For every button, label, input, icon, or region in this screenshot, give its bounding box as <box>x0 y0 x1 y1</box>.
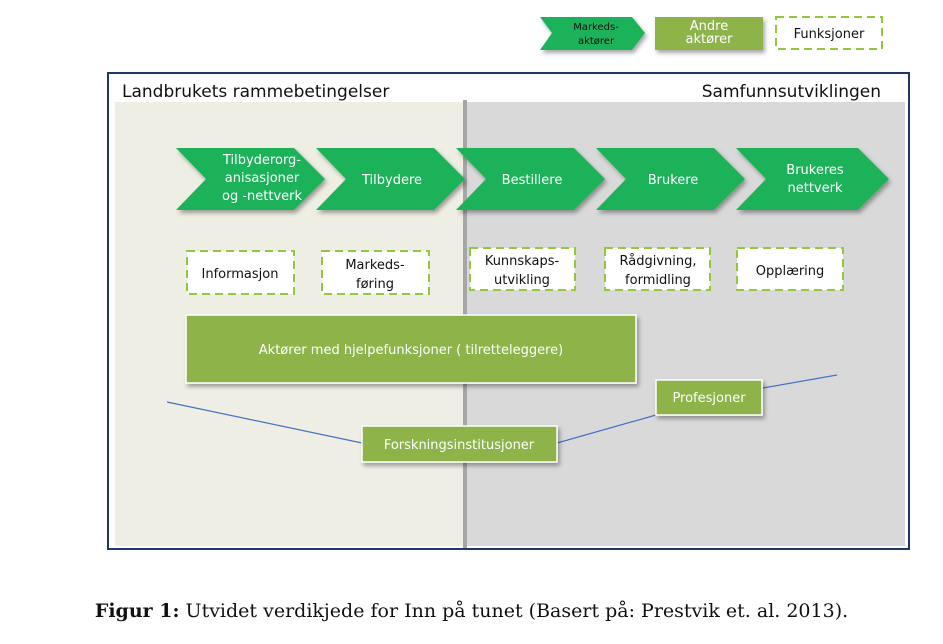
function-radgivning <box>605 248 710 290</box>
function-boxes <box>187 248 843 294</box>
legend-other-actors-line1: Andre <box>689 19 729 34</box>
research-institutions-label: Forskningsinstitusjoner <box>383 438 535 453</box>
chain-step-2-label: Tilbydere <box>361 173 423 188</box>
function-markedsforing-line2: føring <box>356 277 394 292</box>
value-chain <box>176 148 889 210</box>
legend-market-actors-line1: Markeds- <box>573 22 619 33</box>
function-opplaering-label: Opplæring <box>755 264 825 279</box>
function-kunnskapsutvikling-line1: Kunnskaps- <box>484 254 560 269</box>
function-radgivning-line2: formidling <box>625 273 691 288</box>
chain-step-5-line2: nettverk <box>787 181 843 196</box>
chain-step-1-line2: anisasjoner <box>224 171 300 186</box>
function-kunnskapsutvikling-line2: utvikling <box>494 273 550 288</box>
helper-actors-box <box>186 315 636 383</box>
function-kunnskapsutvikling <box>470 248 575 290</box>
function-informasjon <box>187 251 294 294</box>
function-informasjon-label: Informasjon <box>201 267 279 282</box>
professions-label: Profesjoner <box>672 391 746 406</box>
helper-actors-label: Aktører med hjelpefunksjoner ( tilretteleggere) <box>258 343 564 358</box>
chain-step-1-line1: Tilbyderorg- <box>222 153 302 168</box>
function-markedsforing-line1: Markeds- <box>345 258 405 273</box>
legend-functions <box>776 17 882 49</box>
function-markedsforing <box>322 251 429 294</box>
figure-caption-text: Utvidet verdikjede for Inn på tunet (Basert på: Prestvik et. al. 2013). <box>179 600 849 622</box>
legend-functions-label: Funksjoner <box>793 27 865 42</box>
left-panel-title: Landbrukets rammebetingelser <box>122 82 390 102</box>
legend-other-actors-line2: aktører <box>685 32 733 47</box>
chain-step-1-line3: og -nettverk <box>221 189 303 204</box>
legend-market-actors <box>540 17 645 50</box>
legend-market-actors-line2: aktører <box>577 36 615 47</box>
chain-step-5-line1: Brukeres <box>786 163 844 178</box>
chain-step-4-label: Brukere <box>647 173 699 188</box>
legend <box>540 17 882 50</box>
legend-other-actors <box>655 17 763 50</box>
function-radgivning-line1: Rådgivning, <box>619 254 697 269</box>
figure-caption <box>0 600 943 622</box>
professions-box <box>656 380 762 415</box>
research-institutions-box <box>362 426 557 462</box>
chain-step-3-label: Bestillere <box>501 173 563 188</box>
function-opplaering <box>737 248 843 290</box>
figure-caption-label: Figur 1: <box>94 600 180 622</box>
right-panel-title: Samfunnsutviklingen <box>701 82 881 102</box>
